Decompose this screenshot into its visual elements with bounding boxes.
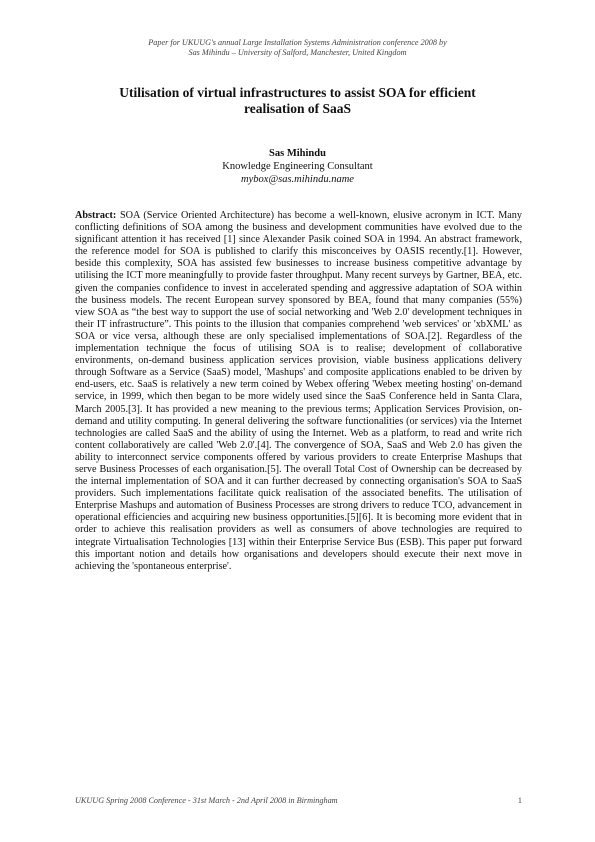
paper-title: Utilisation of virtual infrastructures to assist SOA for efficient realisation of SaaS	[119, 85, 476, 116]
author-role: Knowledge Engineering Consultant	[222, 161, 373, 172]
abstract	[75, 210, 522, 573]
page-number: 1	[517, 796, 522, 805]
abstract-label: Abstract:	[75, 210, 117, 221]
abstract-text: SOA (Service Oriented Architecture) has become a well-known, elusive acronym in ICT. Many conflicting definitions of SOA among the business and development communities have evolved due to the significant attention it has received [1] since Alexander Pasik coined SOA in 1994. An abstract framework, the reference model for SOA is published to clarify this misconceives by OASIS recently.[1]. However, beside this complexity, SOA has assisted few businesses to increase business competitive advantage by utilising the ICT more meaningfully to provide faster throughput. Many recent surveys by Gartner, BEA, etc. given the companies confidence to invest in accelerated spending and aggressive adaptation of SOA within the business models. The recent European survey sponsored by BEA, found that many companies (55%) view SOA as “the best way to support the use of social networking and 'Web 2.0' development techniques in their IT infrastructure”. This points to the illusion that companies comprehend 'web services' or 'xbXML' as SOA or vice versa, although these are only specialised implementations of SOA.[2]. Regardless of the implementation technique the focus of utilising SOA is to realise; development of collaborative environments, on-demand business application services provision, viable business applications delivery through Software as a Service (SaaS) model, 'Mashups' and composite applications enabled to be driven by end-users, etc. SaaS is relatively a new term coined by Webex offering 'Webex meeting hosting' on-demand service, in 1999, which then began to be more widely used since the SaaS Conference held in Santa Clara, March 2005.[3]. It has provided a new meaning to the previous terms; Application Services Provision, on-demand and utility computing. In general delivering the software functionalities (or services) via the Internet technologies are called SaaS and the ability of using the Internet. Web as a platform, to read and write rich content collaboratively are called 'Web 2.0'.[4]. The convergence of SOA, SaaS and Web 2.0 has given the ability to interconnect service components offered by various providers to create Enterprise Mashups that serve Business Processes of each organisation.[5]. The overall Total Cost of Ownership can be decreased by the internal implementation of SOA and it can further decreased by connecting organisation's SOA to SaaS providers. Such implementations facilitate quick realisation of the associated benefits. The utilisation of Enterprise Mashups and automation of Business Processes are strong drivers to reduce TCO, advancement in operational efficiencies and acquiring new business opportunities.[5][6]. It is becoming more evident that in order to achieve this realisation providers as well as consumers of above technologies are required to integrate Virtualisation Technologies [13] within their Enterprise Service Bus (ESB). This paper put forward this important notion and details how organisations and developers should execute their next move in achieving the 'spontaneous enterprise'.	[75, 210, 522, 572]
header-line-1: Paper for UKUUG's annual Large Installation Systems Administration conference 2008 by	[148, 38, 447, 47]
running-header	[0, 38, 595, 58]
footer-text: UKUUG Spring 2008 Conference - 31st March - 2nd April 2008 in Birmingham	[75, 796, 338, 805]
author-name: Sas Mihindu	[269, 148, 326, 159]
author-block	[0, 147, 595, 186]
header-line-2: Sas Mihindu – University of Salford, Manchester, United Kingdom	[188, 48, 407, 57]
author-email: mybox@sas.mihindu.name	[241, 174, 354, 185]
